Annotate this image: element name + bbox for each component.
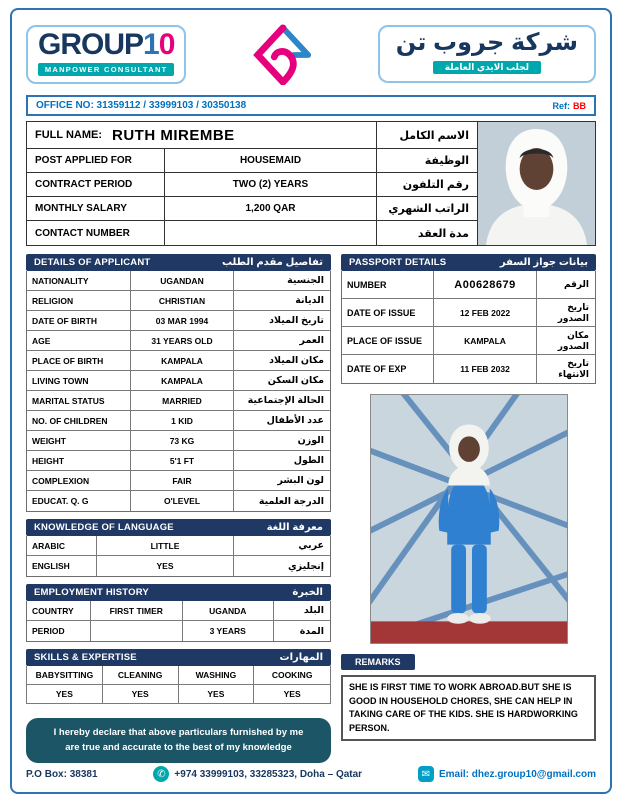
- email-icon: ✉: [418, 766, 434, 782]
- passport-number-value: A00628679: [434, 271, 537, 298]
- table-row: [27, 173, 477, 197]
- field-label: ENGLISH: [27, 556, 97, 576]
- field-value: TWO (2) YEARS: [165, 173, 377, 196]
- field-label: RELIGION: [27, 291, 131, 310]
- field-value: 03 MAR 1994: [131, 311, 234, 330]
- field-value: [91, 621, 183, 641]
- field-label: HEIGHT: [27, 451, 131, 470]
- field-label: DATE OF EXP: [342, 355, 434, 383]
- field-value: MARRIED: [131, 391, 234, 410]
- field-label-arabic: الجنسية: [287, 275, 324, 286]
- table-row: [27, 197, 477, 221]
- table-row: [27, 331, 330, 351]
- field-label-arabic: الرقم: [563, 279, 589, 290]
- company-tagline-arabic: لجلب الايدي العاملة: [433, 61, 541, 74]
- phone-contact: [153, 766, 362, 782]
- field-label-arabic: مكان السكن: [267, 375, 324, 386]
- passport-section-header: [341, 254, 596, 271]
- field-label: NO. OF CHILDREN: [27, 411, 131, 430]
- declaration-statement: I hereby declare that above particulars furnished by me are true and accurate to the best of my knowledge: [26, 718, 331, 763]
- email-text: Email: dhez.group10@gmail.com: [438, 768, 596, 780]
- field-label: PLACE OF ISSUE: [342, 327, 434, 354]
- language-section-header: [26, 519, 331, 536]
- field-value: UGANDA: [183, 601, 275, 620]
- applicant-portrait-photo: [478, 121, 596, 246]
- field-label: COUNTRY: [27, 601, 91, 620]
- field-label-arabic: عدد الأطفال: [266, 415, 324, 426]
- skills-section-header: [26, 649, 331, 666]
- field-label-arabic: الوظيفة: [424, 155, 469, 167]
- field-value: 31 YEARS OLD: [131, 331, 234, 350]
- skill-value: YES: [179, 685, 255, 703]
- skill-value: YES: [283, 689, 301, 699]
- field-value: UGANDAN: [131, 271, 234, 290]
- field-label-arabic: الديانة: [295, 295, 324, 306]
- field-label: CONTRACT PERIOD: [27, 173, 165, 196]
- field-value: 1,200 QAR: [165, 197, 377, 220]
- details-section-header: [26, 254, 331, 271]
- field-label-arabic: تاريخ الانتهاء: [558, 358, 589, 379]
- po-box-text: P.O Box: 38381: [26, 768, 98, 780]
- skill-column-header: BABYSITTING: [27, 666, 103, 685]
- field-label-arabic: تاريخ الميلاد: [269, 315, 324, 326]
- company-name-arabic-box: [378, 25, 596, 84]
- passport-table: [341, 271, 596, 384]
- table-row: [342, 355, 595, 383]
- reference-code: [553, 101, 587, 111]
- field-label: POST APPLIED FOR: [27, 149, 165, 172]
- ref-value: BB: [573, 100, 586, 111]
- language-table: [26, 536, 331, 577]
- remarks-header: REMARKS: [341, 654, 415, 670]
- field-label: WEIGHT: [27, 431, 131, 450]
- table-row: [27, 601, 330, 621]
- field-label-arabic: رقم التلفون: [402, 179, 469, 191]
- full-name-cell: [27, 122, 377, 148]
- table-row: [27, 291, 330, 311]
- field-label: MONTHLY SALARY: [27, 197, 165, 220]
- passport-title-arabic: بيانات جواز السفر: [499, 257, 588, 268]
- field-label-arabic: عربي: [298, 540, 324, 551]
- employment-table: [26, 601, 331, 642]
- skills-title: SKILLS & EXPERTISE: [34, 652, 137, 663]
- field-label-arabic: الطول: [293, 455, 324, 466]
- right-column: [341, 254, 596, 758]
- applicant-full-body-photo: [370, 394, 568, 644]
- remarks-text: SHE IS FIRST TIME TO WORK ABROAD.BUT SHE IS GOOD IN HOUSEHOLD CHORES, SHE CAN HELP IN TAKING CARE OF THE KIDS. SHE IS HARDWORKING PERSON.: [341, 675, 596, 741]
- office-number-text: OFFICE NO: 31359112 / 33999103 / 30350138: [36, 100, 247, 111]
- field-value: CHRISTIAN: [131, 291, 234, 310]
- field-label-arabic: المدة: [299, 625, 324, 637]
- table-row: [27, 271, 330, 291]
- field-label: AGE: [27, 331, 131, 350]
- full-name-value: RUTH MIREMBE: [112, 126, 235, 144]
- table-row: [27, 311, 330, 331]
- logo-digit-zero: 0: [158, 27, 175, 61]
- field-label: PERIOD: [27, 621, 91, 641]
- phone-text: +974 33999103, 33285323, Doha – Qatar: [174, 768, 363, 780]
- field-label: EDUCAT. Q. G: [27, 491, 131, 511]
- field-value: FAIR: [131, 471, 234, 490]
- field-value: [165, 221, 377, 245]
- summary-table: [26, 121, 478, 246]
- field-label-arabic: العمر: [299, 335, 324, 346]
- field-label: COMPLEXION: [27, 471, 131, 490]
- table-row: [27, 149, 477, 173]
- field-value: 5'1 FT: [131, 451, 234, 470]
- full-name-label-arabic: الاسم الكامل: [399, 129, 469, 142]
- field-label: MARITAL STATUS: [27, 391, 131, 410]
- header: [26, 18, 596, 90]
- details-title: DETAILS OF APPLICANT: [34, 257, 151, 268]
- field-label: CONTACT NUMBER: [27, 221, 165, 245]
- field-label: DATE OF ISSUE: [342, 299, 434, 326]
- table-row: [27, 371, 330, 391]
- table-row: [27, 431, 330, 451]
- table-row: [27, 556, 330, 576]
- field-value: 11 FEB 2032: [434, 355, 537, 383]
- field-label: PLACE OF BIRTH: [27, 351, 131, 370]
- group10-logo-text: [38, 27, 175, 61]
- skill-column-header: CLEANING: [103, 666, 179, 685]
- field-value: KAMPALA: [434, 327, 537, 354]
- language-title-arabic: معرفة اللغة: [266, 522, 323, 533]
- logo-digit-one: 1: [143, 27, 159, 61]
- table-row: [27, 451, 330, 471]
- table-row: [342, 271, 595, 299]
- details-title-arabic: تفاصيل مقدم الطلب: [221, 257, 323, 268]
- full-name-label: FULL NAME:: [35, 129, 103, 141]
- field-label-arabic: الحالة الإجتماعية: [247, 395, 324, 406]
- field-value: KAMPALA: [131, 351, 234, 370]
- group10-logo: [26, 25, 186, 84]
- field-label: ARABIC: [27, 536, 97, 555]
- field-value: 12 FEB 2022: [434, 299, 537, 326]
- po-box: [26, 769, 98, 780]
- skill-column-header: WASHING: [179, 666, 255, 685]
- field-label: DATE OF BIRTH: [27, 311, 131, 330]
- field-label-arabic: مكان الميلاد: [269, 355, 324, 366]
- field-value: LITTLE: [97, 536, 234, 555]
- field-value: 1 KID: [131, 411, 234, 430]
- field-value: KAMPALA: [131, 371, 234, 390]
- table-row: [27, 122, 477, 149]
- logo-banner: MANPOWER CONSULTANT: [38, 63, 174, 76]
- phone-icon: ✆: [153, 766, 169, 782]
- field-label-arabic: الدرجة العلمية: [258, 495, 324, 507]
- skill-value: YES: [27, 685, 103, 703]
- table-row: [27, 351, 330, 371]
- company-name-arabic: شركة جروب تن: [395, 28, 578, 56]
- field-label-arabic: مكان الصدور: [557, 329, 589, 351]
- logo-word-group: GROUP: [38, 27, 144, 61]
- email-contact: [418, 766, 596, 782]
- ref-label: Ref:: [552, 100, 570, 111]
- language-title: KNOWLEDGE OF LANGUAGE: [34, 522, 174, 533]
- field-label-arabic: الراتب الشهري: [388, 203, 469, 215]
- office-number-bar: [26, 95, 596, 116]
- field-label-arabic: البلد: [303, 605, 324, 616]
- table-row: [27, 391, 330, 411]
- field-label-arabic: لون البشر: [277, 475, 324, 486]
- field-label-arabic: مدة العقد: [417, 227, 469, 240]
- footer: [26, 758, 596, 782]
- field-value: 73 KG: [131, 431, 234, 450]
- field-label-arabic: إنجليزي: [287, 560, 324, 572]
- field-value: O'LEVEL: [131, 491, 234, 511]
- employment-section-header: [26, 584, 331, 601]
- field-label-arabic: الوزن: [297, 435, 324, 446]
- skills-table: [26, 666, 331, 704]
- skill-value: YES: [103, 685, 179, 703]
- main-columns: [26, 254, 596, 758]
- employment-title-arabic: الخبرة: [292, 587, 323, 598]
- field-value: 3 YEARS: [183, 621, 275, 641]
- field-value: HOUSEMAID: [165, 149, 377, 172]
- table-row: [27, 411, 330, 431]
- table-row: [342, 299, 595, 327]
- field-value: FIRST TIMER: [91, 601, 183, 620]
- table-row: [27, 221, 477, 245]
- field-label-arabic: تاريخ الصدور: [557, 301, 589, 323]
- skill-column-header: COOKING: [254, 666, 330, 685]
- table-row: [342, 327, 595, 355]
- table-row: [27, 471, 330, 491]
- left-column: [26, 254, 331, 758]
- table-row: [27, 491, 330, 511]
- passport-title: PASSPORT DETAILS: [349, 257, 447, 268]
- applicant-summary: [26, 121, 596, 246]
- table-row: [27, 536, 330, 556]
- company-emblem-icon: [251, 23, 313, 85]
- field-label: NATIONALITY: [27, 271, 131, 290]
- employment-title: EMPLOYMENT HISTORY: [34, 587, 149, 598]
- skills-title-arabic: المهارات: [279, 652, 323, 663]
- field-label: LIVING TOWN: [27, 371, 131, 390]
- table-row: [27, 621, 330, 641]
- field-value: YES: [97, 556, 234, 576]
- page-frame: [10, 8, 612, 794]
- details-table: [26, 271, 331, 512]
- field-label: NUMBER: [342, 271, 434, 298]
